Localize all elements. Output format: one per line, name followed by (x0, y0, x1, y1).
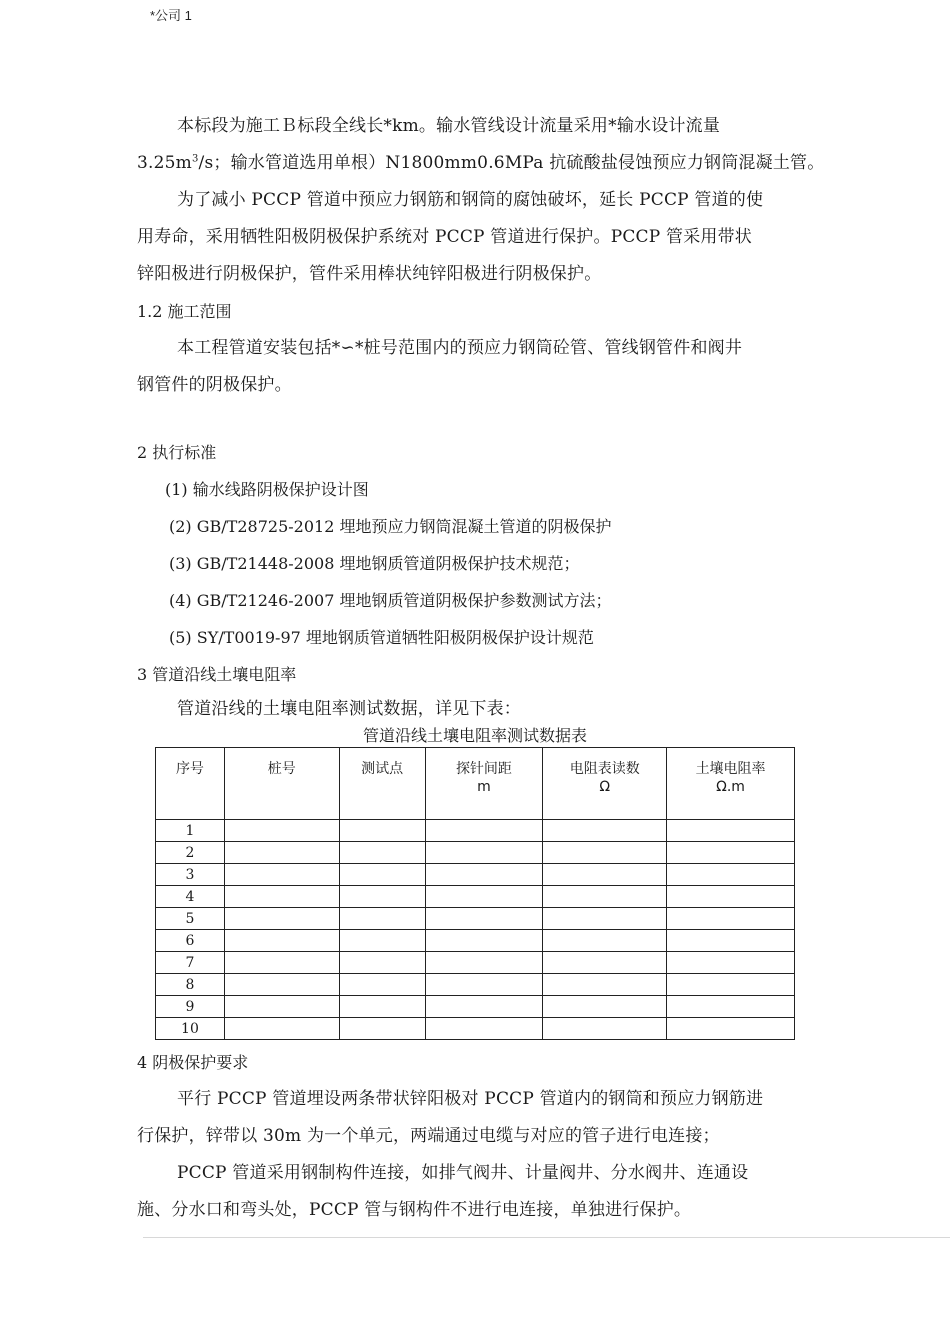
section-2-title: 2 执行标准 (137, 443, 217, 462)
intro-paragraph-1-line-2 (137, 145, 827, 182)
intro-paragraph-2-line-1: 为了减小 PCCP 管道中预应力钢筋和钢筒的腐蚀破坏，延长 PCCP 管道的使 (177, 190, 764, 210)
section-4-title: 4 阴极保护要求 (137, 1053, 249, 1072)
resistivity-table (155, 747, 795, 1040)
header-cell-stake: 桩号 (224, 748, 339, 820)
table-row (156, 886, 795, 908)
header-cell-test-point: 测试点 (339, 748, 425, 820)
table-row (156, 1018, 795, 1040)
flow-unit-superscript: 3 (191, 153, 199, 165)
standard-item: (2) GB/T28725-2012 埋地预应力钢筒混凝土管道的阴极保护 (169, 517, 612, 536)
row-index: 4 (156, 886, 225, 908)
table-row (156, 908, 795, 930)
standard-item: (3) GB/T21448-2008 埋地钢质管道阴极保护技术规范； (169, 554, 580, 573)
table-title: 管道沿线土壤电阻率测试数据表 (362, 726, 587, 745)
header-cell-probe-spacing: 探针间距 m (425, 748, 543, 820)
row-index: 10 (156, 1018, 225, 1040)
section-1-2-line-2: 钢管件的阴极保护。 (137, 375, 292, 395)
row-index: 5 (156, 908, 225, 930)
section-3-intro: 管道沿线的土壤电阻率测试数据，详见下表： (177, 699, 521, 719)
flow-text: /s；输水管道选用单根）N1800mm0.6MPa 抗硫酸盐侵蚀预应力钢筒混凝土管。 (198, 153, 825, 173)
section-4-paragraph-1-line-2: 行保护，锌带以 30m 为一个单元，两端通过电缆与对应的管子进行电连接； (137, 1126, 720, 1146)
table-row (156, 930, 795, 952)
row-index: 3 (156, 864, 225, 886)
section-4-paragraph-1-line-1: 平行 PCCP 管道埋设两条带状锌阳极对 PCCP 管道内的钢筒和预应力钢筋进 (177, 1089, 764, 1109)
intro-paragraph-2-line-3: 锌阳极进行阴极保护，管件采用棒状纯锌阳极进行阴极保护。 (137, 264, 602, 284)
page-header: *公司 1 (150, 8, 192, 23)
intro-paragraph-2-line-2: 用寿命，采用牺牲阳极阴极保护系统对 PCCP 管道进行保护。PCCP 管采用带状 (137, 227, 752, 247)
table-row (156, 864, 795, 886)
header-cell-index: 序号 (156, 748, 225, 820)
row-index: 1 (156, 820, 225, 842)
row-index: 2 (156, 842, 225, 864)
flow-value: 3.25m (137, 153, 192, 173)
section-4-paragraph-2-line-1: PCCP 管道采用钢制构件连接，如排气阀井、计量阀井、分水阀井、连通设 (177, 1163, 749, 1183)
table-row (156, 996, 795, 1018)
section-3-title: 3 管道沿线土壤电阻率 (137, 665, 297, 684)
row-index: 9 (156, 996, 225, 1018)
section-4-paragraph-2-line-2: 施、分水口和弯头处，PCCP 管与钢构件不进行电连接，单独进行保护。 (137, 1200, 692, 1220)
table-row (156, 842, 795, 864)
table-row (156, 820, 795, 842)
table-row (156, 952, 795, 974)
header-cell-meter-reading: 电阻表读数 Ω (543, 748, 667, 820)
row-index: 7 (156, 952, 225, 974)
footer-divider (143, 1237, 950, 1238)
row-index: 6 (156, 930, 225, 952)
header-cell-resistivity: 土壤电阻率 Ω.m (667, 748, 795, 820)
standard-item: (1) 输水线路阴极保护设计图 (165, 480, 369, 499)
document-body (137, 108, 827, 1229)
section-1-2-line-1: 本工程管道安装包括*∽*桩号范围内的预应力钢筒砼管、管线钢管件和阀井 (177, 338, 743, 358)
row-index: 8 (156, 974, 225, 996)
intro-paragraph-1-line-1: 本标段为施工Ｂ标段全线长*km。输水管线设计流量采用*输水设计流量 (177, 116, 721, 136)
standard-item: (4) GB/T21246-2007 埋地钢质管道阴极保护参数测试方法； (169, 591, 612, 610)
table-header-row (156, 748, 795, 820)
table-row (156, 974, 795, 996)
section-gap (137, 404, 827, 434)
section-1-2-title: 1.2 施工范围 (137, 302, 232, 321)
standard-item: (5) SY/T0019-97 埋地钢质管道牺牲阳极阴极保护设计规范 (169, 628, 594, 647)
